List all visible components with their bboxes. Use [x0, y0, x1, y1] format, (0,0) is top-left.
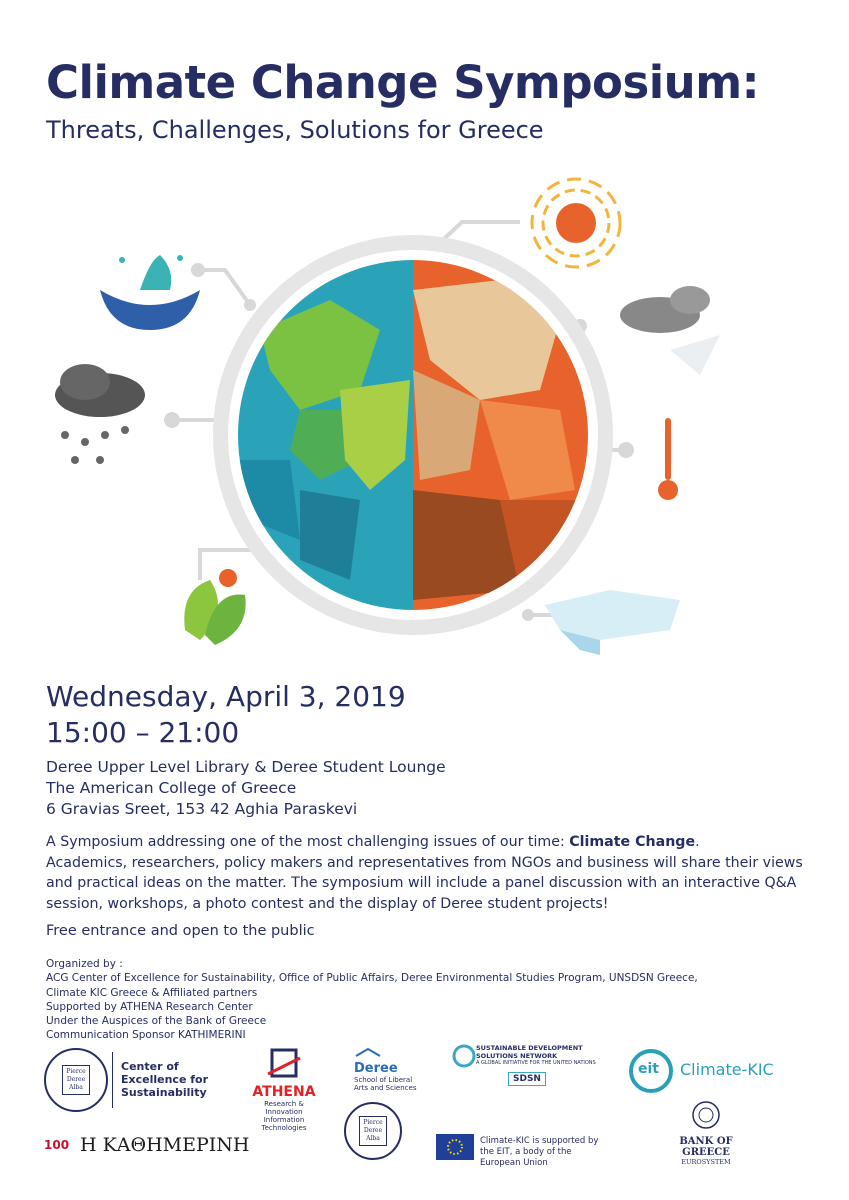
- athena-subtitle: Research & Innovation Information Technologies: [261, 1100, 307, 1132]
- sponsor: Communication Sponsor KATHIMERINI: [46, 1029, 246, 1042]
- athena-mark-icon: [264, 1048, 304, 1080]
- logo-divider: [112, 1052, 113, 1108]
- climate-illustration: [0, 160, 849, 680]
- eit-text: eit: [638, 1061, 659, 1077]
- poster-subtitle: Threats, Challenges, Solutions for Greece: [46, 116, 544, 144]
- description-intro-end: .: [695, 834, 700, 850]
- sdsn-title: SUSTAINABLE DEVELOPMENT SOLUTIONS NETWORK: [476, 1044, 583, 1060]
- sdsn-subtitle: A GLOBAL INITIATIVE FOR THE UNITED NATIONS: [476, 1060, 596, 1066]
- organizers-line: Climate KIC Greece & Affiliated partners: [46, 986, 258, 999]
- event-description: [46, 832, 806, 914]
- athena-name: ATHENA: [252, 1084, 316, 1100]
- acg-seal-logo-2: [344, 1102, 402, 1160]
- free-entrance-note: Free entrance and open to the public: [46, 923, 315, 939]
- seal-motto: Pierce Deree Alba: [363, 1119, 383, 1142]
- deree-logo: [354, 1042, 426, 1092]
- seal-motto: Pierce Deree Alba: [66, 1068, 86, 1091]
- venue-line: Deree Upper Level Library & Deree Student Lounge: [46, 758, 446, 776]
- deree-name: Deree: [354, 1061, 398, 1076]
- bank-seal-icon: [691, 1100, 721, 1132]
- climate-kic-logo: [628, 1048, 774, 1098]
- sdsn-badge: SDSN: [508, 1072, 546, 1086]
- deree-subtitle: School of Liberal Arts and Sciences: [354, 1076, 417, 1092]
- organizers-label: Organized by :: [46, 958, 123, 970]
- event-date: Wednesday, April 3, 2019: [46, 680, 406, 713]
- kathimerini-logo: Η ΚΑΘΗΜΕΡΙΝΗ: [80, 1134, 250, 1156]
- poster-title: Climate Change Symposium:: [46, 56, 760, 109]
- auspices: Under the Auspices of the Bank of Greece: [46, 1015, 267, 1028]
- event-venue: [46, 757, 446, 820]
- rain-cloud-icon: [55, 364, 145, 464]
- eu-flag-icon: [436, 1134, 474, 1160]
- athena-logo: [248, 1048, 320, 1132]
- smog-cloud-icon: [620, 286, 720, 375]
- bank-name: BANK OF GREECE: [679, 1136, 733, 1158]
- acg-seal-logo: [44, 1048, 108, 1112]
- organizers-block: [46, 957, 698, 1043]
- supported-by: Supported by ATHENA Research Center: [46, 1000, 253, 1013]
- climate-kic-text: Climate-KIC: [680, 1060, 774, 1079]
- thermometer-icon: [658, 418, 678, 500]
- deree-roof-icon: [354, 1047, 382, 1057]
- eurosystem-label: EUROSYSTEM: [681, 1158, 731, 1166]
- organizers-line: ACG Center of Excellence for Sustainability, Office of Public Affairs, Deree Environmental Studies Program, UNSDSN Greece,: [46, 972, 698, 985]
- eu-support-note: Climate-KIC is supported by the EIT, a body of the European Union: [480, 1136, 599, 1168]
- kathimerini-100-logo: 100: [44, 1138, 70, 1152]
- description-highlight: Climate Change: [569, 834, 696, 850]
- description-intro: A Symposium addressing one of the most challenging issues of our time:: [46, 834, 570, 850]
- venue-line: The American College of Greece: [46, 779, 297, 797]
- sun-icon: [532, 179, 620, 267]
- venue-line: 6 Gravias Sreet, 153 42 Aghia Paraskevi: [46, 800, 358, 818]
- sdsn-logo: [452, 1044, 602, 1086]
- leaf-icon: [184, 569, 245, 645]
- sdsn-circle-icon: [452, 1044, 476, 1068]
- bank-of-greece-logo: [658, 1100, 754, 1166]
- event-time: 15:00 – 21:00: [46, 716, 240, 749]
- ces-logo-text: Center of Excellence for Sustainability: [121, 1060, 209, 1099]
- description-body: Academics, researchers, policy makers and representatives from NGOs and business will share their views and practical ideas on the matter. The symposium will include a panel discussion with an interactive Q&A session, workshops, a photo contest and the display of Deree student projects!: [46, 854, 803, 912]
- whale-icon: [100, 255, 200, 330]
- melting-ice-icon: [545, 590, 680, 655]
